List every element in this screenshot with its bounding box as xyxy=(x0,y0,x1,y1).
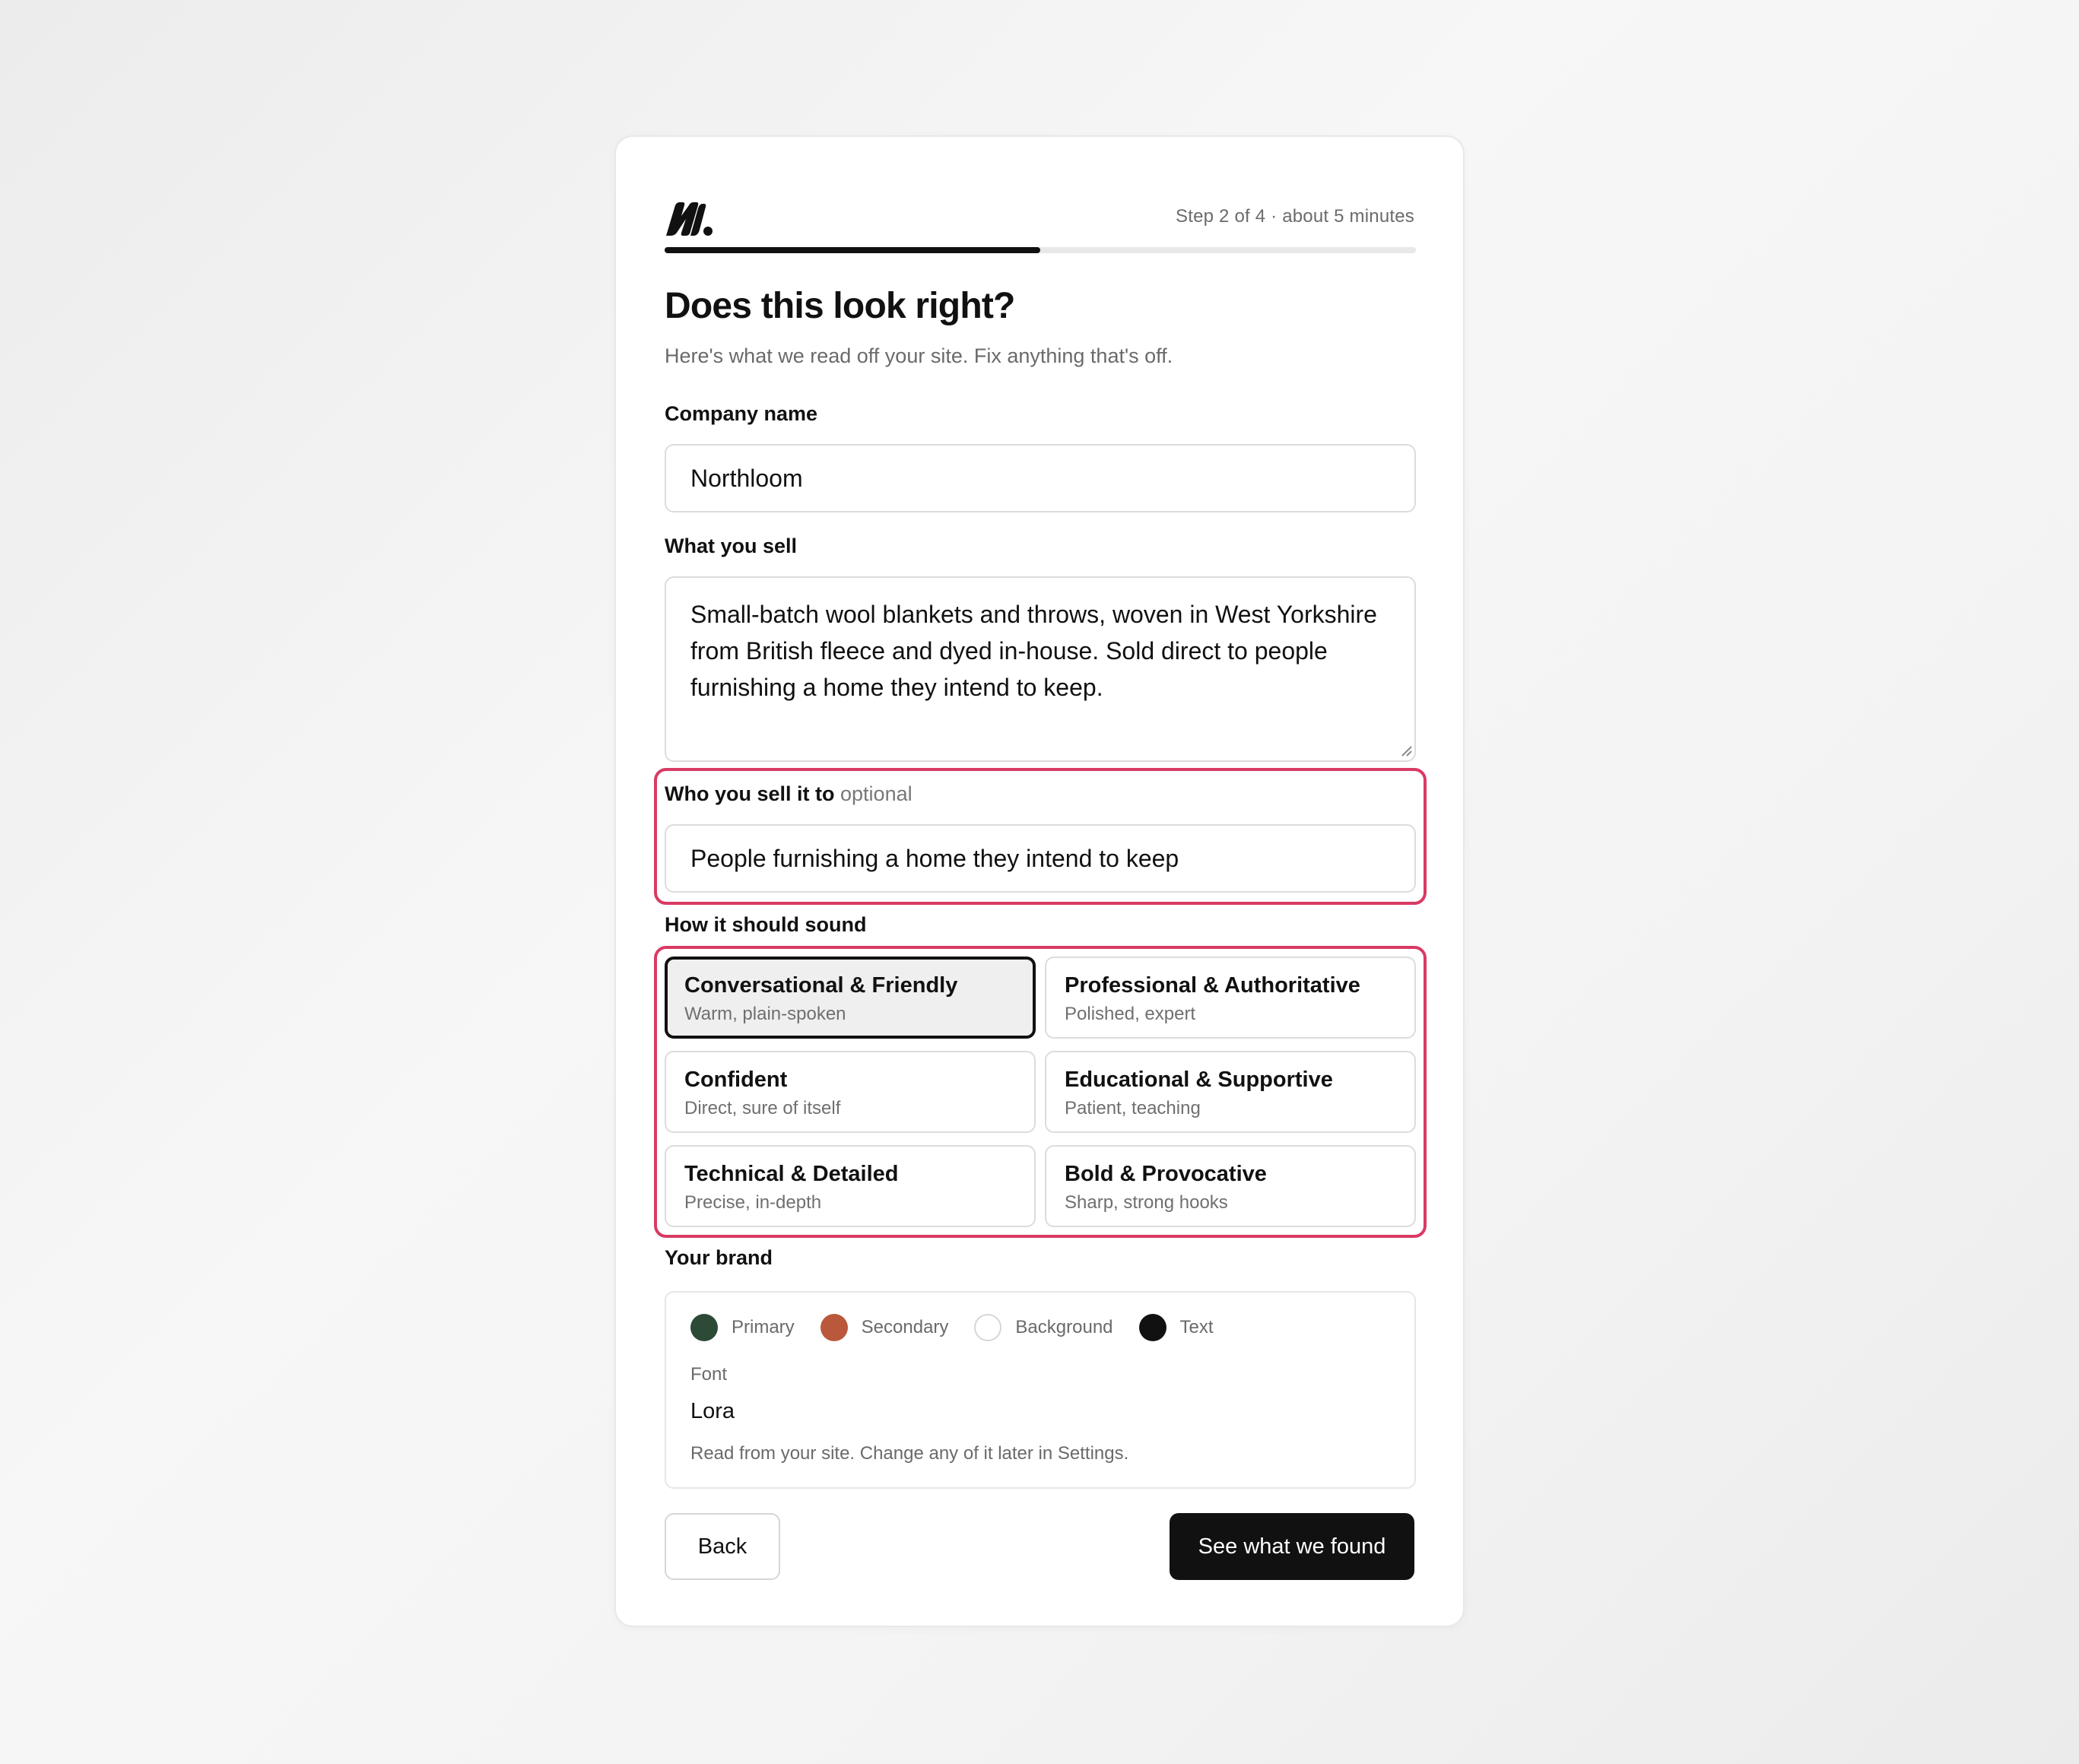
onboarding-card xyxy=(614,135,1465,1627)
swatch-primary[interactable] xyxy=(690,1314,795,1341)
optional-tag: optional xyxy=(840,782,913,805)
color-swatches xyxy=(690,1312,1239,1343)
font-caption: Font xyxy=(690,1364,728,1385)
font-value: Lora xyxy=(690,1399,735,1423)
swatch-label: Secondary xyxy=(861,1317,949,1337)
see-what-we-found-button[interactable]: See what we found xyxy=(1170,1513,1414,1580)
who-you-sell-label-text: Who you sell it to xyxy=(665,782,835,805)
progress-bar xyxy=(665,247,1416,253)
swatch-secondary[interactable] xyxy=(820,1314,949,1341)
what-you-sell-textarea[interactable] xyxy=(665,576,1416,762)
tone-option-educational[interactable] xyxy=(1045,1051,1416,1133)
primary-color-swatch xyxy=(690,1314,718,1341)
tone-option-title: Conversational & Friendly xyxy=(684,973,958,998)
who-you-sell-label xyxy=(665,780,913,807)
tone-label: How it should sound xyxy=(665,913,867,936)
swatch-background[interactable] xyxy=(974,1314,1113,1341)
company-name-input[interactable] xyxy=(665,444,1416,512)
secondary-color-swatch xyxy=(820,1314,848,1341)
swatch-text[interactable] xyxy=(1139,1314,1214,1341)
company-name-label: Company name xyxy=(665,402,818,425)
swatch-label: Background xyxy=(1015,1317,1113,1337)
brand-note: Read from your site. Change any of it later in Settings. xyxy=(690,1443,1129,1464)
tone-option-desc: Precise, in-depth xyxy=(684,1192,822,1213)
tone-option-title: Technical & Detailed xyxy=(684,1162,899,1186)
tone-option-desc: Sharp, strong hooks xyxy=(1065,1192,1228,1213)
what-you-sell-label: What you sell xyxy=(665,535,798,557)
who-you-sell-input[interactable] xyxy=(665,824,1416,893)
tone-option-desc: Patient, teaching xyxy=(1065,1098,1201,1118)
step-indicator: Step 2 of 4 · about 5 minutes xyxy=(1176,206,1414,227)
resize-handle-icon[interactable] xyxy=(1399,744,1413,757)
tone-option-title: Professional & Authoritative xyxy=(1065,973,1360,998)
page-subtitle: Here's what we read off your site. Fix anything that's off. xyxy=(665,344,1173,367)
tone-option-desc: Direct, sure of itself xyxy=(684,1098,841,1118)
text-color-swatch xyxy=(1139,1314,1166,1341)
tone-option-professional[interactable] xyxy=(1045,957,1416,1039)
swatch-label: Text xyxy=(1179,1317,1214,1337)
background-color-swatch xyxy=(974,1314,1001,1341)
tone-option-title: Educational & Supportive xyxy=(1065,1068,1333,1092)
swatch-label: Primary xyxy=(732,1317,795,1337)
tone-option-title: Bold & Provocative xyxy=(1065,1162,1267,1186)
tone-option-bold[interactable] xyxy=(1045,1145,1416,1227)
progress-bar-fill xyxy=(665,247,1040,253)
brand-label: Your brand xyxy=(665,1246,773,1269)
brand-logo-icon xyxy=(665,201,713,239)
back-button[interactable]: Back xyxy=(665,1513,780,1580)
tone-option-title: Confident xyxy=(684,1068,788,1092)
tone-option-confident[interactable] xyxy=(665,1051,1036,1133)
tone-option-technical[interactable] xyxy=(665,1145,1036,1227)
page-title: Does this look right? xyxy=(665,286,1015,326)
tone-option-desc: Polished, expert xyxy=(1065,1004,1196,1024)
brand-panel xyxy=(665,1291,1416,1489)
tone-option-conversational[interactable] xyxy=(665,957,1036,1039)
tone-option-desc: Warm, plain-spoken xyxy=(684,1004,846,1024)
